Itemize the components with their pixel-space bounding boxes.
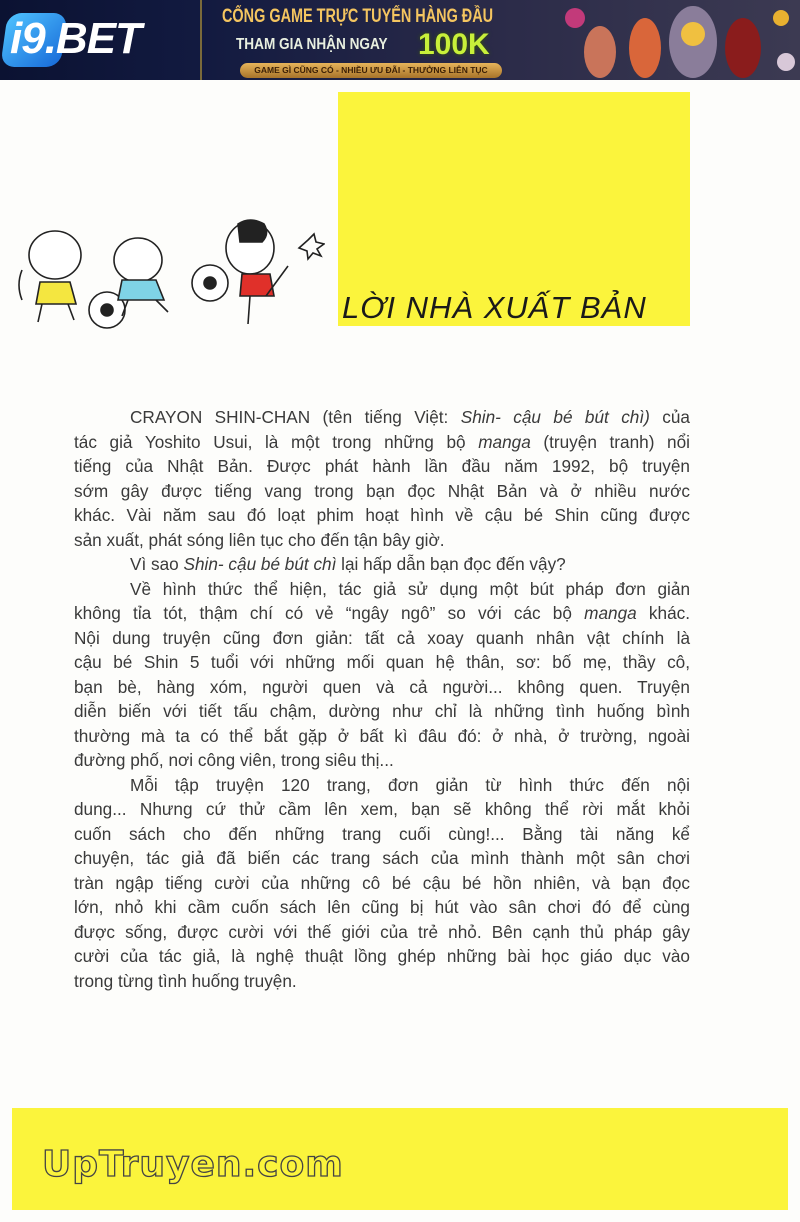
text-segment: Mỗi tập truyện 120 trang, đơn giản từ hình thức đến nội [130, 774, 690, 795]
text-segment: chuyện, tác giả đã biến các trang sách của mình thành một sân chơi [74, 848, 690, 868]
page-title: LỜI NHÀ XUẤT BẢN [342, 290, 647, 325]
text-segment: diễn biến với tiết tấu chậm, dường như chỉ là những tình huống bình [74, 701, 690, 721]
text-segment: không tỉa tót, thậm chí có vẻ “ngây ngô” so với các bộ [74, 603, 585, 623]
text-line [74, 552, 690, 577]
title-panel [338, 92, 690, 326]
text-segment: tiếng của Nhật Bản. Được phát hành lần đầu năm 1992, bộ truyện [74, 456, 690, 476]
uptruyen-watermark: UpTruyen.com [42, 1144, 344, 1185]
text-segment: cuốn sách cho đến những trang cuối cùng!... Bằng tài năng kể [74, 823, 690, 844]
text-line [74, 503, 690, 528]
italic-text: manga [584, 603, 637, 623]
text-segment: Nội dung truyện cũng đơn giản: tất cả xoay quanh nhân vật chính là [74, 627, 690, 648]
footer-band [12, 1108, 788, 1210]
preface-body [74, 405, 690, 993]
text-line [74, 405, 690, 430]
text-line [74, 675, 690, 700]
text-line [74, 454, 690, 479]
text-line [74, 797, 690, 822]
text-line [74, 430, 690, 455]
text-segment: của [649, 407, 690, 427]
banner-offer-amount: 100K [418, 28, 490, 61]
text-segment: thường mà ta có thể bắt gặp ở bất kì đâu đó: ở nhà, ở trường, ngoài [74, 725, 690, 746]
text-segment: CRAYON SHIN-CHAN (tên tiếng Việt: [130, 407, 461, 427]
text-segment: lại hấp dẫn bạn đọc đến vậy? [336, 554, 566, 574]
shin-chan-soccer-illustration [10, 210, 325, 335]
text-segment: đường phố, nơi công viên, trong siêu thị... [74, 750, 394, 770]
text-line [74, 748, 690, 773]
text-line [74, 846, 690, 871]
italic-text: Shin- cậu bé bút chì) [460, 407, 650, 427]
text-segment: Vì sao [130, 554, 184, 574]
game-characters-illustration [545, 0, 800, 80]
banner-offer-text: THAM GIA NHẬN NGAY [236, 36, 388, 53]
logo-text: i9.BET [10, 14, 141, 63]
text-line [74, 528, 690, 553]
text-segment: cậu bé Shin 5 tuổi với những mối quan hệ thân, sơ: bố mẹ, thầy cô, [74, 652, 690, 672]
banner-tagline: GAME GÌ CŨNG CÓ - NHIỀU ƯU ĐÃI - THƯỞNG LIÊN TỤC [240, 63, 502, 78]
text-line [74, 895, 690, 920]
text-segment: lớn, nhỏ khi cầm cuốn sách lên cũng bị hút vào sân chơi đó để cùng [74, 897, 690, 917]
text-line [74, 773, 690, 798]
text-line [74, 822, 690, 847]
text-line [74, 479, 690, 504]
text-segment: khác. Vài năm sau đó loạt phim hoạt hình về cậu bé Shin cũng được [74, 505, 690, 525]
text-segment: dung... Nhưng cứ thử cầm lên xem, bạn sẽ không thể rời mắt khỏi [74, 799, 690, 819]
text-line [74, 601, 690, 626]
italic-text: manga [478, 431, 531, 452]
text-line [74, 650, 690, 675]
text-line [74, 699, 690, 724]
text-segment: tràn ngập tiếng cười của những cô bé cậu bé hồn nhiên, và bạn đọc [74, 872, 690, 893]
ad-banner[interactable] [0, 0, 800, 80]
text-line [74, 920, 690, 945]
text-segment: (truyện tranh) nổi [530, 431, 690, 452]
text-line [74, 577, 690, 602]
text-line [74, 724, 690, 749]
italic-text: Shin- cậu bé bút chì [183, 554, 337, 574]
text-line [74, 969, 690, 994]
banner-headline: CỔNG GAME TRỰC TUYẾN HÀNG ĐẦU [222, 6, 494, 27]
text-segment: được sống, được cười với thế giới của trẻ nhỏ. Bên cạnh thủ pháp gây [74, 921, 690, 942]
text-segment: trong từng tình huống truyện. [74, 970, 297, 991]
text-segment: sản xuất, phát sóng liên tục cho đến tận bây giờ. [74, 529, 445, 550]
i9bet-logo[interactable] [0, 0, 202, 80]
text-segment: bạn bè, hàng xóm, người quen và cả người... không quen. Truyện [74, 676, 690, 697]
text-segment: khác. [636, 603, 690, 623]
text-segment: tác giả Yoshito Usui, là một trong những bộ [74, 431, 479, 452]
text-segment: Về hình thức thể hiện, tác giả sử dụng một bút pháp đơn giản [130, 578, 690, 599]
text-segment: cười của tác giả, là nghệ thuật lồng ghép những bài học giáo dục vào [74, 946, 690, 966]
text-line [74, 871, 690, 896]
text-line [74, 944, 690, 969]
text-line [74, 626, 690, 651]
text-segment: sớm gây được tiếng vang trong bạn đọc Nhật Bản và ở nhiều nước [74, 480, 690, 501]
